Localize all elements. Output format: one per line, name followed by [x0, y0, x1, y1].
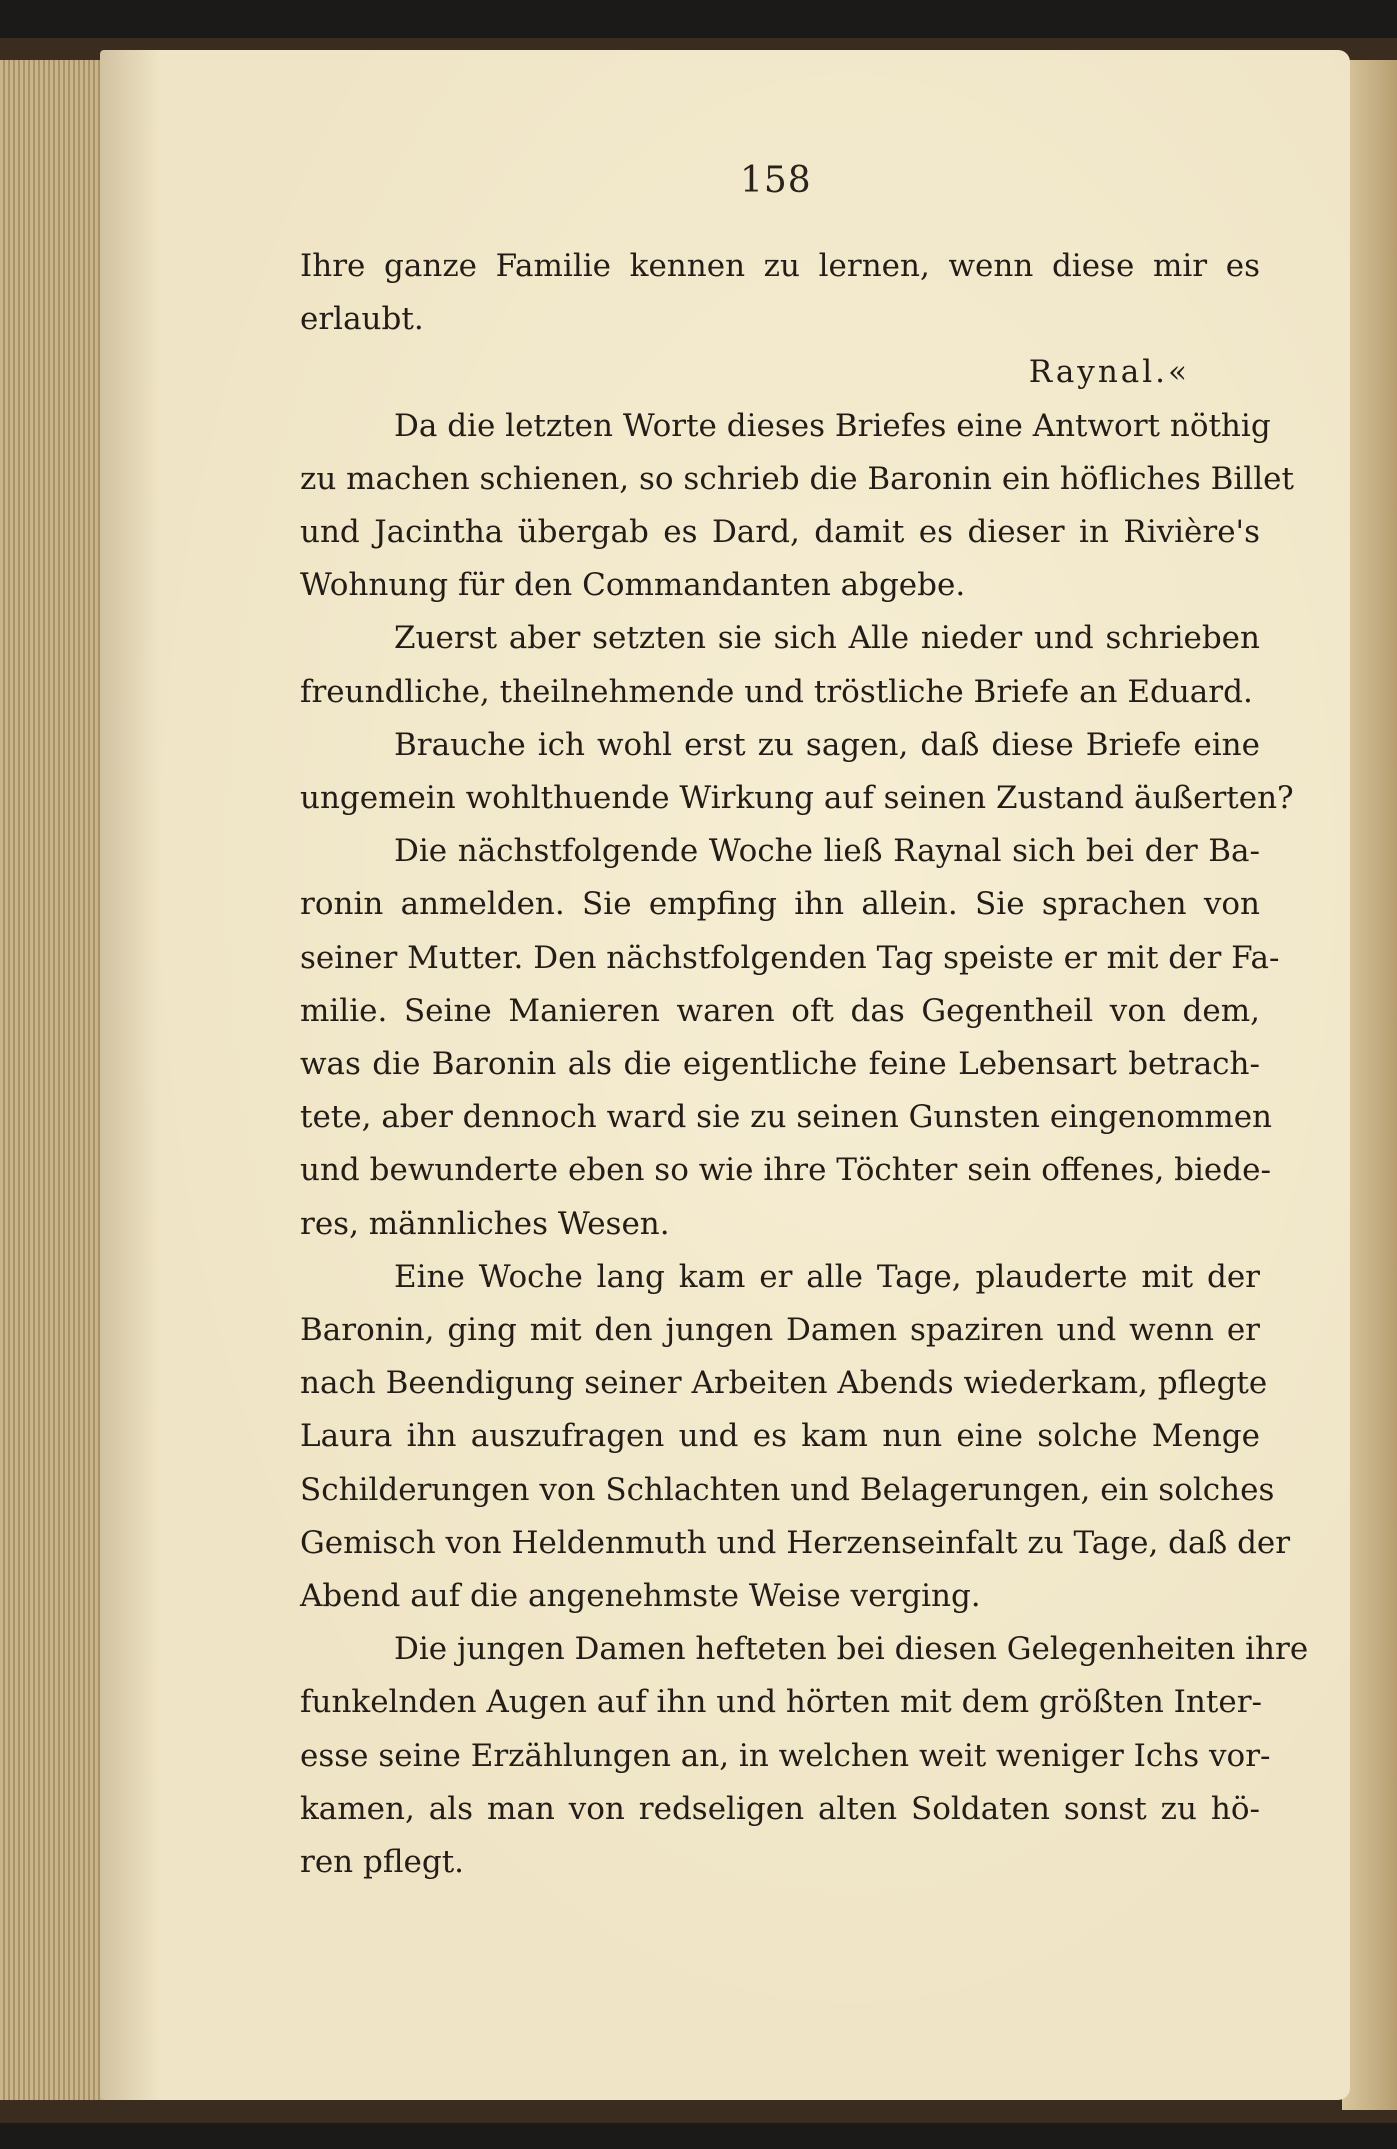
text-line: Zuerst aber setzten sie sich Alle nieder und schrieben: [394, 620, 1260, 657]
page-edges-left: [0, 60, 110, 2100]
text-line: ronin anmelden. Sie empfing ihn allein. Sie sprachen von: [300, 886, 1260, 923]
text-line: Ihre ganze Familie kennen zu lernen, wenn diese mir es: [300, 248, 1260, 284]
text-line: zu machen schienen, so schrieb die Baronin ein höfliches Billet: [300, 460, 1294, 497]
text-line: Eine Woche lang kam er alle Tage, plauderte mit der: [394, 1258, 1260, 1295]
text-line: Laura ihn auszufragen und es kam nun eine solche Menge: [300, 1418, 1260, 1455]
text-line: und Jacintha übergab es Dard, damit es dieser in Rivière's: [300, 514, 1260, 551]
text-line: ungemein wohlthuende Wirkung auf seinen Zustand äußerten?: [300, 780, 1294, 817]
text-line: funkelnden Augen auf ihn und hörten mit dem größten Inter-: [300, 1684, 1262, 1721]
text-line: milie. Seine Manieren waren oft das Gegentheil von dem,: [300, 992, 1260, 1029]
text-line: Schilderungen von Schlachten und Belagerungen, ein solches: [300, 1471, 1275, 1508]
signature: Raynal.«: [1028, 354, 1190, 391]
text-line: Die nächstfolgende Woche ließ Raynal sich bei der Ba-: [394, 833, 1260, 870]
text-line: res, männliches Wesen.: [300, 1205, 670, 1242]
text-line: Baronin, ging mit den jungen Damen spaziren und wenn er: [300, 1312, 1260, 1349]
text-line: Brauche ich wohl erst zu sagen, daß diese Briefe eine: [394, 726, 1260, 763]
text-line: Wohnung für den Commandanten abgebe.: [300, 567, 966, 604]
text-line: Gemisch von Heldenmuth und Herzenseinfalt zu Tage, daß der: [300, 1524, 1291, 1561]
text-line: erlaubt.: [300, 301, 424, 338]
text-line: Die jungen Damen hefteten bei diesen Gelegenheiten ihre: [394, 1631, 1309, 1668]
text-line: tete, aber dennoch ward sie zu seinen Gunsten eingenommen: [300, 1099, 1273, 1136]
text-line: Da die letzten Worte dieses Briefes eine Antwort nöthig: [394, 407, 1271, 444]
page-number: 158: [740, 160, 812, 201]
text-line: was die Baronin als die eigentliche feine Lebensart betrach-: [300, 1046, 1260, 1083]
text-line: und bewunderte eben so wie ihre Töchter sein offenes, biede-: [300, 1152, 1271, 1189]
text-line: freundliche, theilnehmende und tröstliche Briefe an Eduard.: [300, 673, 1253, 710]
text-line: seiner Mutter. Den nächstfolgenden Tag speiste er mit der Fa-: [300, 939, 1280, 976]
page-edges-right: [1342, 60, 1397, 2110]
body-text: [300, 240, 1309, 1889]
text-line: nach Beendigung seiner Arbeiten Abends wiederkam, pflegte: [300, 1365, 1268, 1402]
text-line: Abend auf die angenehmste Weise verging.: [300, 1578, 981, 1615]
text-line: kamen, als man von redseligen alten Soldaten sonst zu hö-: [300, 1790, 1260, 1827]
text-line: esse seine Erzählungen an, in welchen weit weniger Ichs vor-: [300, 1737, 1271, 1774]
text-line: ren pflegt.: [300, 1844, 465, 1881]
